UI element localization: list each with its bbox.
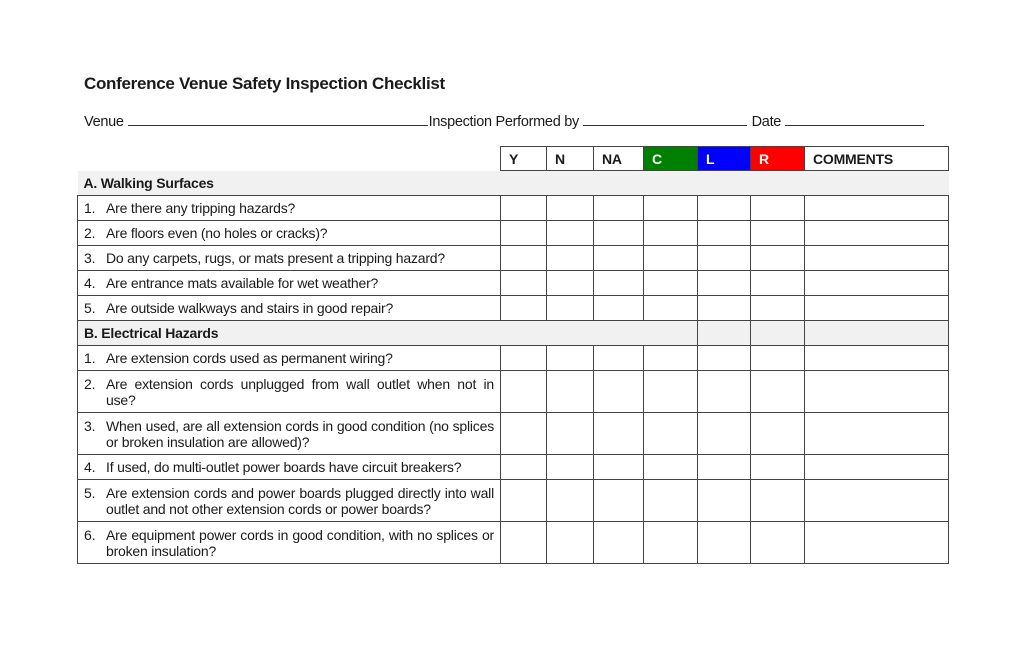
cell-na[interactable]	[594, 413, 644, 455]
table-row	[78, 196, 949, 221]
document-title: Conference Venue Safety Inspection Checklist	[84, 74, 445, 93]
table-row	[78, 246, 949, 271]
inspector-field[interactable]	[583, 111, 747, 126]
section-title: A. Walking Surfaces	[78, 171, 949, 196]
cell-n[interactable]	[547, 196, 594, 221]
cell-n[interactable]	[547, 371, 594, 413]
item-question: Are outside walkways and stairs in good repair?	[106, 300, 394, 316]
cell-l[interactable]	[698, 246, 751, 271]
item-question: Are extension cords unplugged from wall outlet when not in use?	[106, 375, 494, 408]
cell-l[interactable]	[698, 371, 751, 413]
cell-r[interactable]	[751, 246, 805, 271]
cell-n[interactable]	[547, 296, 594, 321]
cell-y[interactable]	[501, 296, 547, 321]
item-number: 1.	[84, 200, 96, 216]
item-question: Are floors even (no holes or cracks)?	[106, 225, 328, 241]
cell-y[interactable]	[501, 371, 547, 413]
cell-l[interactable]	[698, 455, 751, 480]
cell-n[interactable]	[547, 480, 594, 522]
cell-r[interactable]	[751, 455, 805, 480]
col-n: N	[547, 147, 594, 171]
cell-comments[interactable]	[805, 271, 949, 296]
cell-c[interactable]	[644, 413, 698, 455]
cell-comments[interactable]	[805, 413, 949, 455]
item-question: Do any carpets, rugs, or mats present a tripping hazard?	[106, 250, 445, 266]
cell-r[interactable]	[751, 296, 805, 321]
cell-n[interactable]	[547, 221, 594, 246]
table-row	[78, 346, 949, 371]
cell-comments[interactable]	[805, 346, 949, 371]
item-number: 5.	[84, 300, 96, 316]
section-title: B. Electrical Hazards	[78, 321, 698, 346]
item-number: 4.	[84, 275, 96, 291]
col-r: R	[751, 147, 805, 171]
cell-l[interactable]	[698, 221, 751, 246]
cell-na[interactable]	[594, 480, 644, 522]
table-row	[78, 296, 949, 321]
cell-l[interactable]	[698, 522, 751, 564]
cell-n[interactable]	[547, 455, 594, 480]
cell-l[interactable]	[698, 413, 751, 455]
cell-c[interactable]	[644, 346, 698, 371]
cell-na[interactable]	[594, 196, 644, 221]
cell-n[interactable]	[547, 522, 594, 564]
header-fields	[84, 111, 925, 130]
cell-r[interactable]	[751, 480, 805, 522]
cell-c[interactable]	[644, 296, 698, 321]
cell-l[interactable]	[698, 196, 751, 221]
item-number: 3.	[84, 417, 96, 434]
cell-y[interactable]	[501, 271, 547, 296]
cell-r[interactable]	[751, 221, 805, 246]
checklist-table	[77, 146, 949, 564]
cell-n[interactable]	[547, 271, 594, 296]
item-number: 5.	[84, 484, 96, 501]
item-question: Are there any tripping hazards?	[106, 200, 296, 216]
cell-r[interactable]	[751, 522, 805, 564]
cell-y[interactable]	[501, 246, 547, 271]
cell-r[interactable]	[751, 413, 805, 455]
section-cell-r	[751, 321, 805, 346]
inspector-label: Inspection Performed by	[428, 114, 579, 130]
col-l: L	[698, 147, 751, 171]
col-na: NA	[594, 147, 644, 171]
item-question: Are extension cords used as permanent wiring?	[106, 350, 393, 366]
item-question: When used, are all extension cords in good condition (no splices or broken insulation are allowed)?	[106, 417, 494, 450]
table-row	[78, 455, 949, 480]
cell-comments[interactable]	[805, 480, 949, 522]
date-field[interactable]	[785, 111, 924, 126]
cell-l[interactable]	[698, 296, 751, 321]
item-question: If used, do multi-outlet power boards have circuit breakers?	[106, 459, 462, 475]
column-header-row	[78, 147, 949, 171]
cell-na[interactable]	[594, 296, 644, 321]
item-number: 4.	[84, 459, 96, 475]
item-number: 6.	[84, 526, 96, 543]
cell-r[interactable]	[751, 346, 805, 371]
cell-n[interactable]	[547, 413, 594, 455]
cell-y[interactable]	[501, 221, 547, 246]
cell-comments[interactable]	[805, 522, 949, 564]
cell-na[interactable]	[594, 221, 644, 246]
table-row	[78, 522, 949, 564]
item-number: 2.	[84, 225, 96, 241]
cell-c[interactable]	[644, 371, 698, 413]
col-comments: COMMENTS	[805, 147, 949, 171]
col-y: Y	[501, 147, 547, 171]
cell-y[interactable]	[501, 196, 547, 221]
item-question: Are entrance mats available for wet weather?	[106, 275, 379, 291]
cell-c[interactable]	[644, 196, 698, 221]
item-number: 3.	[84, 250, 96, 266]
date-label: Date	[751, 114, 782, 130]
cell-c[interactable]	[644, 221, 698, 246]
item-question: Are equipment power cords in good condition, with no splices or broken insulation?	[106, 526, 494, 559]
venue-field[interactable]	[128, 111, 428, 126]
venue-label: Venue	[84, 114, 124, 130]
cell-comments[interactable]	[805, 196, 949, 221]
cell-y[interactable]	[501, 522, 547, 564]
table-row	[78, 271, 949, 296]
section-cell-comments	[805, 321, 949, 346]
cell-c[interactable]	[644, 246, 698, 271]
cell-l[interactable]	[698, 271, 751, 296]
cell-comments[interactable]	[805, 455, 949, 480]
cell-na[interactable]	[594, 246, 644, 271]
cell-c[interactable]	[644, 480, 698, 522]
table-row	[78, 221, 949, 246]
cell-r[interactable]	[751, 371, 805, 413]
item-number: 2.	[84, 375, 96, 392]
item-question: Are extension cords and power boards plugged directly into wall outlet and not other extension cords or power boards?	[106, 484, 494, 517]
cell-n[interactable]	[547, 246, 594, 271]
col-c: C	[644, 147, 698, 171]
cell-comments[interactable]	[805, 221, 949, 246]
cell-n[interactable]	[547, 346, 594, 371]
cell-na[interactable]	[594, 371, 644, 413]
cell-comments[interactable]	[805, 371, 949, 413]
cell-r[interactable]	[751, 271, 805, 296]
table-row	[78, 371, 949, 413]
cell-l[interactable]	[698, 480, 751, 522]
item-number: 1.	[84, 350, 96, 366]
cell-c[interactable]	[644, 455, 698, 480]
table-row	[78, 480, 949, 522]
cell-na[interactable]	[594, 455, 644, 480]
section-cell-l	[698, 321, 751, 346]
cell-comments[interactable]	[805, 296, 949, 321]
section-header-b	[78, 321, 949, 346]
cell-y[interactable]	[501, 346, 547, 371]
cell-l[interactable]	[698, 346, 751, 371]
cell-na[interactable]	[594, 522, 644, 564]
cell-na[interactable]	[594, 271, 644, 296]
cell-comments[interactable]	[805, 246, 949, 271]
cell-na[interactable]	[594, 346, 644, 371]
cell-r[interactable]	[751, 196, 805, 221]
cell-c[interactable]	[644, 271, 698, 296]
cell-c[interactable]	[644, 522, 698, 564]
cell-y[interactable]	[501, 455, 547, 480]
section-header-a	[78, 171, 949, 196]
header-blank	[78, 147, 501, 171]
cell-y[interactable]	[501, 480, 547, 522]
table-row	[78, 413, 949, 455]
cell-y[interactable]	[501, 413, 547, 455]
